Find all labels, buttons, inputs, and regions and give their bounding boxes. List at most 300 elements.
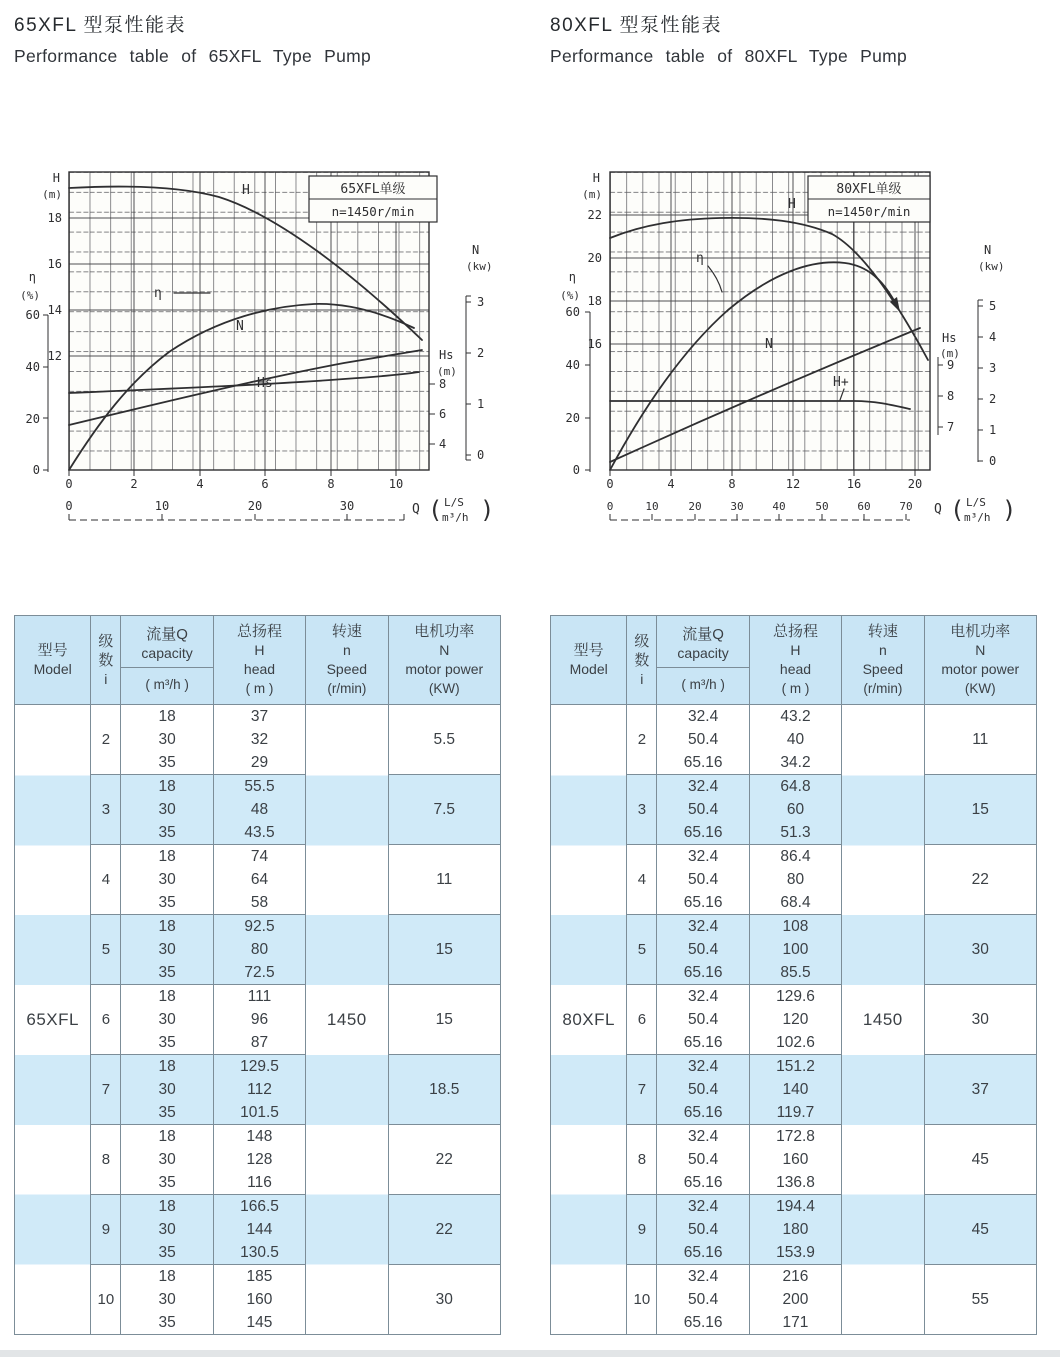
header-power-zh: 电机功率 (414, 623, 475, 640)
value-line: 18 (158, 1128, 176, 1145)
value-line: 43.2 (780, 708, 811, 725)
value-line: 180 (782, 1221, 809, 1238)
svg-text:Q: Q (934, 502, 942, 517)
curve-label-Hs: Hs (257, 376, 273, 391)
power-cell: 22 (388, 1125, 501, 1195)
head-cell (213, 1055, 305, 1125)
svg-text:3: 3 (477, 295, 485, 309)
head-cell (213, 915, 305, 985)
value-line: 48 (250, 801, 269, 818)
n-axis (466, 243, 493, 462)
stage-cell: 4 (91, 845, 121, 915)
h-axis (42, 171, 62, 363)
value-line: 32.4 (688, 1058, 719, 1075)
header-speed-unit: (r/min) (863, 681, 903, 696)
value-line: 43.5 (244, 824, 275, 841)
value-line: 18 (158, 918, 176, 935)
svg-text:2: 2 (130, 477, 138, 491)
legend-speed: n=1450r/min (827, 204, 911, 219)
value-line: 50.4 (688, 1221, 719, 1238)
header-speed-sym: n (342, 642, 351, 658)
value-line: 35 (158, 1244, 176, 1261)
capacity-cell (657, 985, 749, 1055)
svg-text:η: η (568, 270, 576, 284)
value-line: 29 (250, 754, 269, 771)
performance-table-65xfl (14, 615, 501, 1335)
power-cell: 22 (924, 845, 1037, 915)
value-line: 30 (158, 1151, 176, 1168)
stage-cell: 10 (627, 1265, 657, 1335)
svg-text:8: 8 (728, 477, 736, 491)
value-line: 80 (250, 941, 269, 958)
value-line: 32.4 (688, 918, 719, 935)
hs-axis (938, 331, 960, 435)
value-line: 140 (782, 1081, 809, 1098)
header-stage (627, 616, 657, 705)
stage-cell: 10 (91, 1265, 121, 1335)
value-line: 18 (158, 988, 176, 1005)
power-cell: 30 (924, 985, 1037, 1055)
svg-text:40: 40 (25, 360, 40, 374)
svg-text:8: 8 (947, 389, 955, 403)
header-speed-en: Speed (326, 661, 368, 677)
page-title-zh: 80XFL 型泵性能表 (550, 15, 723, 36)
header-stage (91, 616, 121, 705)
svg-text:16: 16 (47, 257, 62, 271)
header-model-zh: 型号 (573, 642, 604, 659)
chart-svg-65xfl (14, 160, 514, 535)
value-line: 30 (158, 1221, 176, 1238)
value-line: 101.5 (240, 1104, 279, 1121)
section-65xfl (14, 0, 506, 1335)
value-line: 30 (158, 1291, 176, 1308)
header-capacity-unit: ( m³/h ) (121, 667, 212, 701)
svg-text:0: 0 (32, 463, 40, 477)
header-stage-zh2: 数 (634, 651, 650, 669)
stage-cell: 9 (627, 1195, 657, 1265)
header-capacity (121, 616, 213, 705)
title-block-80xfl (550, 0, 1042, 74)
performance-chart-65xfl (14, 160, 506, 535)
svg-text:(m): (m) (42, 188, 62, 201)
curve-label-eta: η (154, 286, 162, 301)
value-line: 87 (250, 1034, 269, 1051)
power-cell: 30 (924, 915, 1037, 985)
header-capacity (657, 616, 749, 705)
value-line: 102.6 (776, 1034, 815, 1051)
svg-text:20: 20 (587, 251, 602, 265)
value-line: 40 (786, 731, 805, 748)
value-line: 35 (158, 964, 176, 981)
header-stage-zh1: 级 (634, 632, 650, 650)
value-line: 171 (782, 1314, 809, 1331)
power-cell: 45 (924, 1125, 1037, 1195)
power-cell: 37 (924, 1055, 1037, 1125)
stage-cell: 7 (627, 1055, 657, 1125)
table-body (551, 705, 1037, 1335)
hs-axis (429, 348, 457, 451)
svg-text:40: 40 (565, 358, 580, 372)
chart-svg-80xfl (550, 160, 1050, 535)
value-line: 50.4 (688, 731, 719, 748)
svg-text:10: 10 (154, 499, 170, 513)
header-capacity-zh: 流量Q (146, 625, 188, 643)
legend-model: 65XFL单级 (340, 182, 406, 197)
header-speed-sym: n (878, 642, 887, 658)
value-line: 30 (158, 801, 176, 818)
value-line: 112 (247, 1081, 272, 1098)
svg-text:0: 0 (65, 499, 73, 513)
header-power-unit: (KW) (964, 681, 996, 696)
header-head-unit: ( m ) (781, 681, 810, 696)
head-cell (213, 1125, 305, 1195)
stage-cell: 6 (627, 985, 657, 1055)
svg-text:16: 16 (587, 337, 602, 351)
table-65xfl (14, 615, 506, 1335)
svg-text:30: 30 (730, 500, 744, 513)
svg-text:30: 30 (339, 499, 355, 513)
value-line: 35 (158, 894, 176, 911)
value-line: 96 (250, 1011, 269, 1028)
table-row-group (15, 705, 501, 775)
value-line: 160 (782, 1151, 809, 1168)
value-line: 55.5 (244, 778, 275, 795)
svg-text:9: 9 (947, 358, 955, 372)
value-line: 119.7 (776, 1104, 815, 1121)
svg-text:(: ( (950, 496, 965, 524)
svg-text:(kw): (kw) (978, 260, 1005, 273)
performance-chart-80xfl (550, 160, 1042, 535)
svg-text:12: 12 (785, 477, 801, 491)
capacity-cell (657, 915, 749, 985)
value-line: 120 (782, 1011, 809, 1028)
page-title-en: Performance table of 65XFL Type Pump (14, 46, 372, 66)
power-cell: 7.5 (388, 775, 501, 845)
header-model (15, 616, 91, 705)
value-line: 35 (158, 824, 176, 841)
table-80xfl (550, 615, 1042, 1335)
capacity-cell (657, 705, 749, 775)
value-line: 65.16 (683, 894, 723, 911)
capacity-cell (121, 1195, 213, 1265)
header-head (213, 616, 305, 705)
stage-cell: 2 (91, 705, 121, 775)
value-line: 18 (158, 1268, 176, 1285)
value-line: 144 (246, 1221, 273, 1238)
stage-cell: 8 (627, 1125, 657, 1195)
table-row-group (551, 705, 1037, 775)
svg-text:Hs: Hs (942, 331, 957, 345)
value-line: 151.2 (776, 1058, 815, 1075)
performance-table-80xfl (550, 615, 1037, 1335)
header-stage-i: i (104, 670, 108, 687)
svg-text:7: 7 (947, 420, 955, 434)
svg-text:(: ( (428, 496, 443, 524)
value-line: 32.4 (688, 1128, 719, 1145)
header-power-unit: (KW) (428, 681, 460, 696)
power-cell: 15 (388, 915, 501, 985)
value-line: 145 (246, 1314, 273, 1331)
svg-text:16: 16 (846, 477, 862, 491)
value-line: 35 (158, 1174, 176, 1191)
legend-box (309, 176, 437, 222)
header-capacity-unit: ( m³/h ) (657, 667, 748, 701)
head-cell (213, 1265, 305, 1335)
head-cell (749, 915, 841, 985)
svg-text:Hs: Hs (439, 348, 454, 362)
value-line: 50.4 (688, 1151, 719, 1168)
svg-text:5: 5 (989, 299, 997, 313)
header-model (551, 616, 627, 705)
capacity-cell (657, 1055, 749, 1125)
value-line: 18 (158, 708, 176, 725)
svg-text:60: 60 (25, 308, 40, 322)
header-capacity-zh: 流量Q (682, 625, 724, 643)
svg-text:3: 3 (989, 361, 997, 375)
h-axis (582, 171, 602, 351)
power-cell: 5.5 (388, 705, 501, 775)
svg-text:(%): (%) (560, 289, 580, 302)
header-capacity-en: capacity (141, 644, 193, 661)
model-cell: 80XFL (551, 705, 627, 1335)
q-axis-label (412, 496, 494, 524)
header-speed (306, 616, 388, 705)
header-head-zh: 总扬程 (772, 623, 818, 640)
power-cell: 11 (924, 705, 1037, 775)
value-line: 18 (158, 778, 176, 795)
svg-text:10: 10 (645, 500, 659, 513)
capacity-cell (121, 705, 213, 775)
svg-text:): ) (480, 496, 495, 524)
header-stage-zh2: 数 (98, 651, 114, 669)
svg-text:(kw): (kw) (466, 260, 493, 273)
header-power (924, 616, 1037, 705)
svg-text:60: 60 (857, 500, 871, 513)
value-line: 185 (246, 1268, 273, 1285)
svg-text:(m): (m) (582, 188, 602, 201)
head-cell (749, 985, 841, 1055)
capacity-cell (121, 775, 213, 845)
header-power-sym: N (439, 642, 450, 658)
value-line: 200 (782, 1291, 809, 1308)
eta-axis (560, 270, 590, 477)
value-line: 50.4 (688, 801, 719, 818)
value-line: 64 (250, 871, 269, 888)
head-cell (749, 775, 841, 845)
q-axis-label (934, 496, 1016, 524)
value-line: 216 (782, 1268, 809, 1285)
svg-text:60: 60 (565, 305, 580, 319)
header-head-zh: 总扬程 (236, 623, 282, 640)
value-line: 128 (246, 1151, 273, 1168)
svg-text:N: N (984, 243, 992, 257)
svg-text:(m): (m) (940, 347, 960, 360)
stage-cell: 8 (91, 1125, 121, 1195)
stage-cell: 5 (91, 915, 121, 985)
capacity-cell (657, 845, 749, 915)
header-power-en: motor power (405, 661, 484, 677)
value-line: 30 (158, 1081, 176, 1098)
value-line: 136.8 (776, 1174, 815, 1191)
value-line: 172.8 (776, 1128, 815, 1145)
value-line: 50.4 (688, 941, 719, 958)
value-line: 160 (246, 1291, 273, 1308)
capacity-cell (657, 1265, 749, 1335)
value-line: 32.4 (688, 988, 719, 1005)
capacity-cell (121, 985, 213, 1055)
head-cell (749, 705, 841, 775)
curve-label-H: H (788, 197, 796, 212)
svg-text:12: 12 (47, 349, 62, 363)
value-line: 34.2 (780, 754, 811, 771)
header-speed (842, 616, 924, 705)
value-line: 92.5 (244, 918, 275, 935)
stage-cell: 5 (627, 915, 657, 985)
value-line: 153.9 (776, 1244, 815, 1261)
value-line: 50.4 (688, 1291, 719, 1308)
value-line: 64.8 (780, 778, 811, 795)
svg-text:14: 14 (47, 303, 62, 317)
svg-text:1: 1 (989, 423, 997, 437)
value-line: 100 (782, 941, 809, 958)
value-line: 50.4 (688, 1011, 719, 1028)
curve-label-N: N (236, 319, 244, 334)
value-line: 35 (158, 1104, 176, 1121)
stage-cell: 3 (627, 775, 657, 845)
curve-label-H: H (242, 183, 250, 198)
value-line: 60 (786, 801, 805, 818)
capacity-cell (657, 1125, 749, 1195)
value-line: 32.4 (688, 1268, 719, 1285)
header-power (388, 616, 501, 705)
head-cell (213, 775, 305, 845)
curve-label-N: N (765, 337, 773, 352)
capacity-cell (657, 1195, 749, 1265)
value-line: 35 (158, 1034, 176, 1051)
svg-text:Q: Q (412, 502, 420, 517)
eta-axis (20, 270, 48, 477)
value-line: 68.4 (780, 894, 811, 911)
head-cell (749, 1265, 841, 1335)
head-cell (213, 985, 305, 1055)
head-cell (213, 705, 305, 775)
value-line: 85.5 (780, 964, 811, 981)
svg-text:(m): (m) (437, 365, 457, 378)
value-line: 32.4 (688, 778, 719, 795)
value-line: 50.4 (688, 1081, 719, 1098)
value-line: 65.16 (683, 1314, 723, 1331)
svg-text:H: H (52, 171, 60, 185)
value-line: 32.4 (688, 708, 719, 725)
legend-speed: n=1450r/min (331, 204, 415, 219)
value-line: 65.16 (683, 1244, 723, 1261)
power-cell: 55 (924, 1265, 1037, 1335)
svg-text:0: 0 (572, 463, 580, 477)
svg-text:6: 6 (439, 407, 447, 421)
header-stage-zh1: 级 (98, 632, 114, 650)
value-line: 18 (158, 1198, 176, 1215)
power-cell: 22 (388, 1195, 501, 1265)
stage-cell: 3 (91, 775, 121, 845)
header-model-en: Model (33, 661, 72, 677)
value-line: 37 (250, 708, 269, 725)
capacity-cell (121, 845, 213, 915)
value-line: 129.6 (776, 988, 815, 1005)
svg-text:H: H (592, 171, 600, 185)
value-line: 148 (246, 1128, 273, 1145)
value-line: 166.5 (240, 1198, 279, 1215)
n-axis (978, 243, 1005, 468)
value-line: 111 (247, 988, 272, 1005)
value-line: 18 (158, 848, 176, 865)
svg-text:2: 2 (477, 346, 485, 360)
header-head-unit: ( m ) (245, 681, 274, 696)
value-line: 58 (250, 894, 269, 911)
power-cell: 15 (388, 985, 501, 1055)
svg-text:0: 0 (65, 477, 73, 491)
header-model-zh: 型号 (37, 642, 68, 659)
header-model-en: Model (569, 661, 608, 677)
stage-cell: 7 (91, 1055, 121, 1125)
value-line: 65.16 (683, 964, 723, 981)
svg-text:22: 22 (587, 208, 602, 222)
header-power-sym: N (975, 642, 986, 658)
header-speed-zh: 转速 (867, 623, 898, 640)
svg-text:0: 0 (989, 454, 997, 468)
header-power-zh: 电机功率 (950, 623, 1011, 640)
value-line: 30 (158, 941, 176, 958)
svg-text:): ) (1002, 496, 1017, 524)
capacity-cell (657, 775, 749, 845)
value-line: 30 (158, 1011, 176, 1028)
section-80xfl (550, 0, 1042, 1335)
value-line: 129.5 (240, 1058, 279, 1075)
value-line: 65.16 (683, 824, 723, 841)
svg-text:10: 10 (388, 477, 404, 491)
value-line: 65.16 (683, 1174, 723, 1191)
svg-text:4: 4 (989, 330, 997, 344)
power-cell: 11 (388, 845, 501, 915)
stage-cell: 2 (627, 705, 657, 775)
svg-text:1: 1 (477, 397, 485, 411)
svg-text:2: 2 (989, 392, 997, 406)
svg-text:20: 20 (688, 500, 702, 513)
model-cell: 65XFL (15, 705, 91, 1335)
svg-text:70: 70 (899, 500, 913, 513)
svg-text:8: 8 (327, 477, 335, 491)
curve-label-eta: η (696, 251, 704, 266)
capacity-cell (121, 1125, 213, 1195)
head-cell (749, 1055, 841, 1125)
speed-cell: 1450 (842, 705, 924, 1335)
header-head (749, 616, 841, 705)
power-cell: 30 (388, 1265, 501, 1335)
value-line: 74 (250, 848, 269, 865)
power-cell: 45 (924, 1195, 1037, 1265)
legend-model: 80XFL单级 (836, 182, 902, 197)
value-line: 65.16 (683, 1104, 723, 1121)
svg-text:m³/h: m³/h (964, 511, 991, 524)
head-cell (749, 845, 841, 915)
svg-text:50: 50 (815, 500, 829, 513)
svg-text:0: 0 (477, 448, 485, 462)
svg-text:20: 20 (565, 411, 580, 425)
capacity-cell (121, 915, 213, 985)
value-line: 51.3 (780, 824, 811, 841)
table-body (15, 705, 501, 1335)
svg-text:m³/h: m³/h (442, 511, 469, 524)
svg-text:40: 40 (772, 500, 786, 513)
